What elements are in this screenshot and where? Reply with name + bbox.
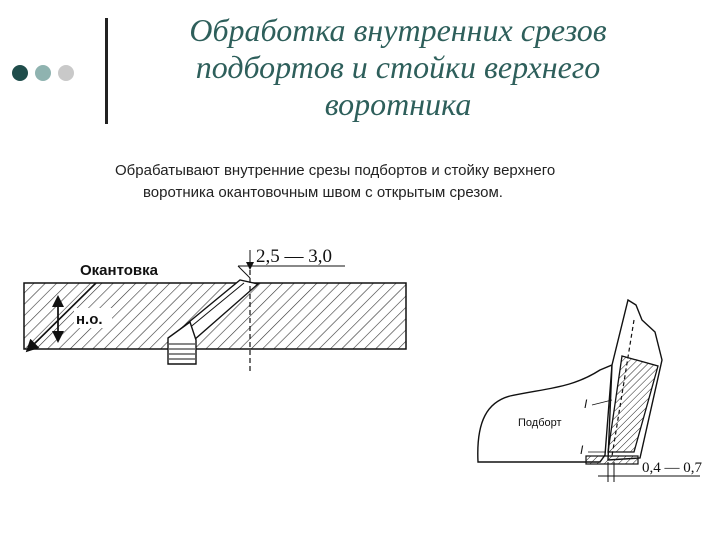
label-I-top: I <box>584 397 588 411</box>
title-line: воротника <box>324 86 472 122</box>
title-line: подбортов и стойки верхнего <box>195 49 601 85</box>
right-collar-diagram <box>478 300 703 482</box>
dim-label-right: 0,4 — 0,7 <box>642 460 702 476</box>
label-okantovka: Окантовка <box>80 262 158 279</box>
podbort-outline <box>478 365 612 462</box>
dim-tick <box>238 266 250 278</box>
body-line: Обрабатывают внутренние срезы подбортов и стойку верхнего <box>115 162 556 179</box>
title-line: Обработка внутренних срезов <box>189 12 607 48</box>
label-podbort: Подборт <box>518 417 562 429</box>
label-I-bottom: I <box>580 443 584 457</box>
body-line: воротника окантовочным швом с открытым срезом. <box>143 184 503 201</box>
bottom-binding <box>586 456 638 464</box>
dim-label-left: 2,5 — 3,0 <box>256 246 332 267</box>
left-seam-diagram <box>24 246 406 372</box>
label-no: н.о. <box>76 311 103 328</box>
